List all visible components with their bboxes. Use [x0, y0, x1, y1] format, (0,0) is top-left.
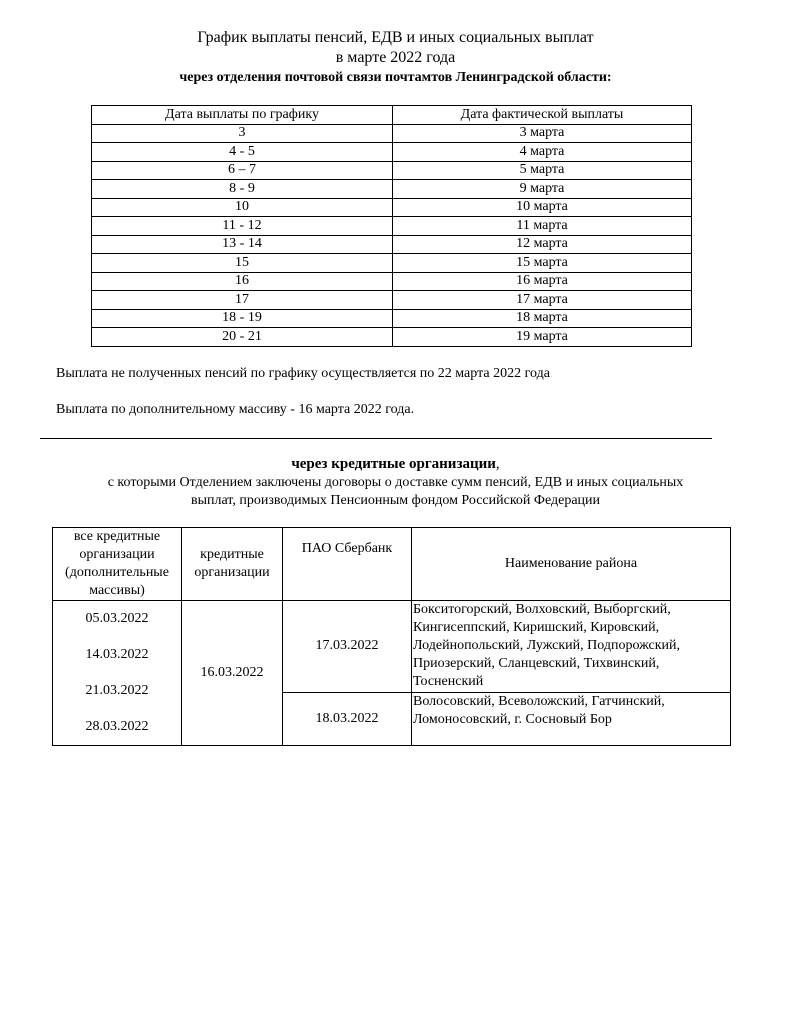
- document-subtitle-month: в марте 2022 года: [335, 49, 456, 66]
- scheduled-date: 3: [92, 124, 393, 143]
- table-row: [92, 309, 692, 328]
- table-row: [92, 124, 692, 143]
- credit-section-title-comma: ,: [495, 456, 500, 472]
- unpaid-pension-note: Выплата не полученных пенсий по графику осуществляется по 22 марта 2022 года: [56, 366, 550, 381]
- actual-date: 3 марта: [393, 124, 692, 143]
- table-row: [92, 254, 692, 273]
- scheduled-date: 6 – 7: [92, 161, 393, 180]
- district-line: Ломоносовский, г. Сосновый Бор: [413, 711, 612, 727]
- header-scheduled-date: Дата выплаты по графику: [92, 106, 393, 125]
- district-list: [412, 601, 731, 693]
- additional-payment-note: Выплата по дополнительному массиву - 16 марта 2022 года.: [56, 402, 415, 417]
- actual-date: 11 марта: [393, 217, 692, 236]
- all-orgs-dates-cell: [53, 601, 182, 746]
- district-line: Приозерский, Сланцевский, Тихвинский,: [413, 656, 660, 671]
- scheduled-date: 10: [92, 198, 393, 217]
- all-orgs-date: 05.03.2022: [85, 611, 149, 626]
- header-sberbank: ПАО Сбербанк: [283, 528, 412, 601]
- scheduled-date: 16: [92, 272, 393, 291]
- district-list: [412, 692, 731, 745]
- actual-date: 12 марта: [393, 235, 692, 254]
- table-row: [92, 161, 692, 180]
- sberbank-date: 17.03.2022: [283, 601, 412, 693]
- table-header-row: [92, 106, 692, 125]
- credit-orgs-date: 16.03.2022: [182, 601, 283, 746]
- table-row: [53, 601, 731, 693]
- district-line: Бокситогорский, Волховский, Выборгский,: [413, 602, 671, 617]
- actual-date: 15 марта: [393, 254, 692, 273]
- table-row: [92, 198, 692, 217]
- sberbank-date: 18.03.2022: [283, 692, 412, 745]
- header-credit-orgs: [182, 528, 283, 601]
- header-line: организации: [194, 565, 270, 580]
- table-row: [92, 272, 692, 291]
- table-row: [92, 235, 692, 254]
- table-row: [92, 328, 692, 347]
- post-payment-table: [91, 105, 692, 347]
- header-actual-date: Дата фактической выплаты: [393, 106, 692, 125]
- post-section-title: через отделения почтовой связи почтамтов Ленинградской области:: [179, 70, 612, 85]
- actual-date: 17 марта: [393, 291, 692, 310]
- table-row: [92, 291, 692, 310]
- district-line: Волосовский, Всеволожский, Гатчинский,: [413, 693, 665, 709]
- district-line: Лодейнопольский, Лужский, Подпорожский,: [413, 638, 681, 653]
- credit-payment-table: [52, 527, 731, 746]
- scheduled-date: 18 - 19: [92, 309, 393, 328]
- header-line: все кредитные: [73, 529, 161, 544]
- district-line: Кингисеппский, Киришский, Кировский,: [413, 620, 660, 635]
- scheduled-date: 13 - 14: [92, 235, 393, 254]
- scheduled-date: 15: [92, 254, 393, 273]
- header-line: кредитные: [200, 547, 264, 562]
- all-orgs-date: 21.03.2022: [85, 683, 149, 698]
- all-orgs-date: 14.03.2022: [85, 647, 149, 662]
- scheduled-date: 8 - 9: [92, 180, 393, 199]
- district-line: Тосненский: [413, 674, 484, 689]
- header-all-credit-orgs: [53, 528, 182, 601]
- header-district-name: Наименование района: [412, 528, 731, 601]
- scheduled-date: 17: [92, 291, 393, 310]
- section-divider: [40, 438, 712, 439]
- table-header-row: [53, 528, 731, 601]
- actual-date: 10 марта: [393, 198, 692, 217]
- header-line: (дополнительные: [65, 565, 169, 580]
- credit-section-description-line1: с которыми Отделением заключены договоры о доставке сумм пенсий, ЕДВ и иных социальных: [107, 475, 684, 490]
- document-title: График выплаты пенсий, ЕДВ и иных социальных выплат: [197, 29, 594, 46]
- table-row: [92, 217, 692, 236]
- credit-section-description-line2: выплат, производимых Пенсионным фондом Российской Федерации: [190, 493, 601, 508]
- scheduled-date: 4 - 5: [92, 143, 393, 162]
- actual-date: 16 марта: [393, 272, 692, 291]
- header-line: массивы): [89, 583, 145, 598]
- actual-date: 18 марта: [393, 309, 692, 328]
- actual-date: 5 марта: [393, 161, 692, 180]
- table-row: [92, 143, 692, 162]
- all-orgs-date: 28.03.2022: [85, 719, 149, 734]
- table-row: [92, 180, 692, 199]
- credit-section-title: [0, 455, 791, 473]
- actual-date: 19 марта: [393, 328, 692, 347]
- scheduled-date: 20 - 21: [92, 328, 393, 347]
- actual-date: 4 марта: [393, 143, 692, 162]
- actual-date: 9 марта: [393, 180, 692, 199]
- header-line: организации: [79, 547, 155, 562]
- scheduled-date: 11 - 12: [92, 217, 393, 236]
- credit-section-title-bold: через кредитные организации: [291, 456, 496, 472]
